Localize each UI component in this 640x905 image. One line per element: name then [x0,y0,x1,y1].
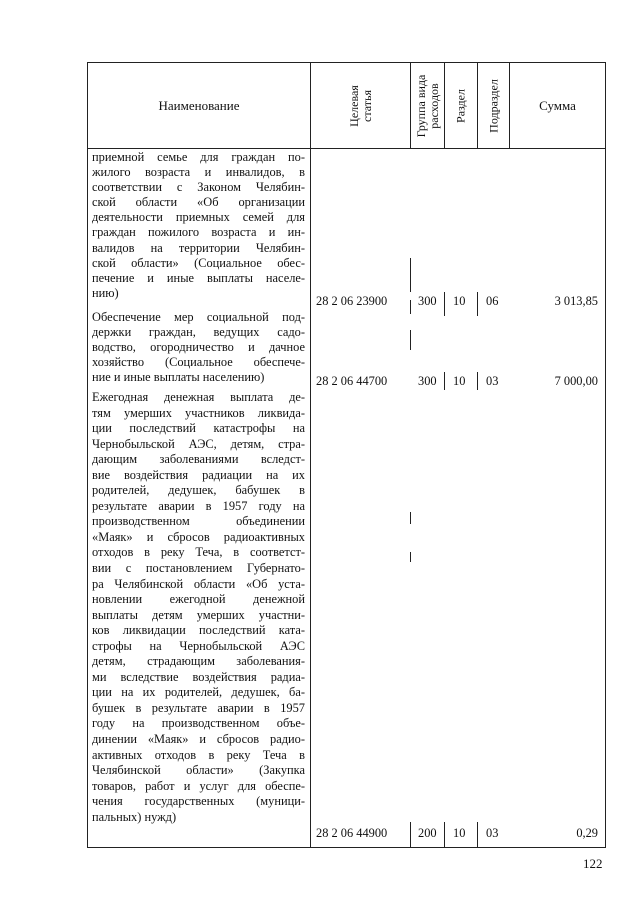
row-1-name-line: граждан пожилого возраста и ин- [92,225,305,240]
row-3-name-line: товаров, работ и услуг для обеспе- [92,778,305,793]
header-target-article-line1: Целевая [346,84,361,127]
header-expense-group-line1: Группа вида [413,74,428,137]
row-2-name-line: водство, огородничество и дачное [92,340,305,355]
col-rule-fragment [477,372,478,390]
row-1-name-line: деятельности приемных семей для [92,210,305,225]
row-2-expense-group: 300 [418,374,437,388]
row-2-target-article: 28 2 06 44700 [316,374,388,388]
row-3-section: 10 [453,826,466,840]
row-3-name-line: отходов в реку Теча, в соответст- [92,545,305,560]
row-3-sum: 0,29 [576,826,598,840]
header-divider [87,148,606,149]
col-rule-fragment [410,258,411,292]
col-rule-fragment [410,300,411,314]
row-3-name-line: бушек в результате аварии в 1957 [92,700,305,715]
row-1-name-line: ской области «Об организации [92,195,305,210]
row-1-sum: 3 013,85 [554,294,598,308]
row-1-subsection: 06 [486,294,499,308]
row-1-name-line: валидов на территории Челябин- [92,240,305,255]
col-divider-name-body [310,148,311,848]
row-3-name-line: Чернобыльской АЭС, детям, стра- [92,436,305,451]
row-1-target-article: 28 2 06 23900 [316,294,388,308]
header-expense-group [411,63,444,148]
col-rule-fragment [410,822,411,848]
row-3-name-line: детям, страдающим заболевания- [92,654,305,669]
row-3-name-line: «Маяк» и сбросов радиоактивных [92,529,305,544]
col-rule-fragment [444,372,445,390]
row-3-name-line: вие воздействия радиации на их [92,467,305,482]
row-2-name-line: ние и иные выплаты населению) [92,370,265,385]
row-3-name-line: динении «Маяк» и сбросов радио- [92,732,305,747]
col-rule-fragment [410,552,411,562]
col-rule-fragment [410,512,411,524]
row-3-name-line: производственном объединении [92,514,305,529]
row-1-name [92,150,305,301]
row-1-name-line: ской области» (Социальное обес- [92,255,305,270]
row-2-name [92,310,305,385]
row-1-section: 10 [453,294,466,308]
row-3-name-line: Челябинской области» (Закупка [92,763,305,778]
row-3-name-line: тям умерших участников ликвида- [92,405,305,420]
row-1-name-line: нию) [92,285,119,300]
header-sum: Сумма [539,97,576,113]
row-1-name-line: печение и иные выплаты населе- [92,270,305,285]
row-3-name-line: году на производственном объе- [92,716,305,731]
header-section-label: Раздел [453,88,468,123]
header-name: Наименование [158,97,240,113]
header-target-article [311,63,410,148]
col-rule-fragment [477,292,478,316]
row-3-name-line: ции последствий катастрофы на [92,421,305,436]
row-3-name-line: дающим заболеваниями вследст- [92,452,305,467]
row-3-name-line: активных отходов в реку Теча в [92,747,305,762]
row-3-name-line: выплаты детям умерших участни- [92,607,305,622]
row-1-expense-group: 300 [418,294,437,308]
row-3-name-line: чения государственных (муници- [92,794,305,809]
row-1-name-line: приемной семье для граждан по- [92,150,305,164]
row-2-sum: 7 000,00 [554,374,598,388]
header-target-article-line2: статья [359,89,374,122]
col-rule-fragment [444,292,445,316]
row-3-name-line: новлении ежегодной денежной [92,592,305,607]
row-3-name-line: строфы на Чернобыльской АЭС [92,638,305,653]
row-1-name-line: соответствии с Законом Челябин- [92,180,305,195]
page-number: 122 [583,856,603,871]
row-3-target-article: 28 2 06 44900 [316,826,388,840]
row-3-name [92,390,305,825]
header-expense-group-line2: расходов [426,82,441,129]
row-3-name-line: результате аварии в 1957 году на [92,498,305,513]
row-3-name-line: вии с постановлением Губернато- [92,561,305,576]
row-2-name-line: Обеспечение мер социальной под- [92,310,305,324]
row-3-name-line: ции на их родителей, дедушек, ба- [92,685,305,700]
col-rule-fragment [410,330,411,350]
row-2-name-line: держки граждан, ведущих садо- [92,325,305,340]
row-3-name-line: ков ликвидации последствий ката- [92,623,305,638]
header-subsection-label: Подраздел [486,78,500,133]
row-3-expense-group: 200 [418,826,437,840]
row-3-name-line: пальных) нужд) [92,809,177,824]
col-rule-fragment [477,822,478,848]
row-2-name-line: хозяйство (Социальное обеспече- [92,355,305,370]
row-1-name-line: жилого возраста и инвалидов, в [92,165,305,180]
header-section [445,63,477,148]
row-3-name-line: ра Челябинской области «Об уста- [92,576,305,591]
header-subsection [478,63,509,148]
row-2-section: 10 [453,374,466,388]
col-rule-fragment [444,822,445,848]
row-2-subsection: 03 [486,374,499,388]
row-3-name-line: родителей, дедушек, бабушек в [92,483,305,498]
row-3-subsection: 03 [486,826,499,840]
row-3-name-line: Ежегодная денежная выплата де- [92,390,305,404]
row-3-name-line: ми вследствие воздействия радиа- [92,669,305,684]
